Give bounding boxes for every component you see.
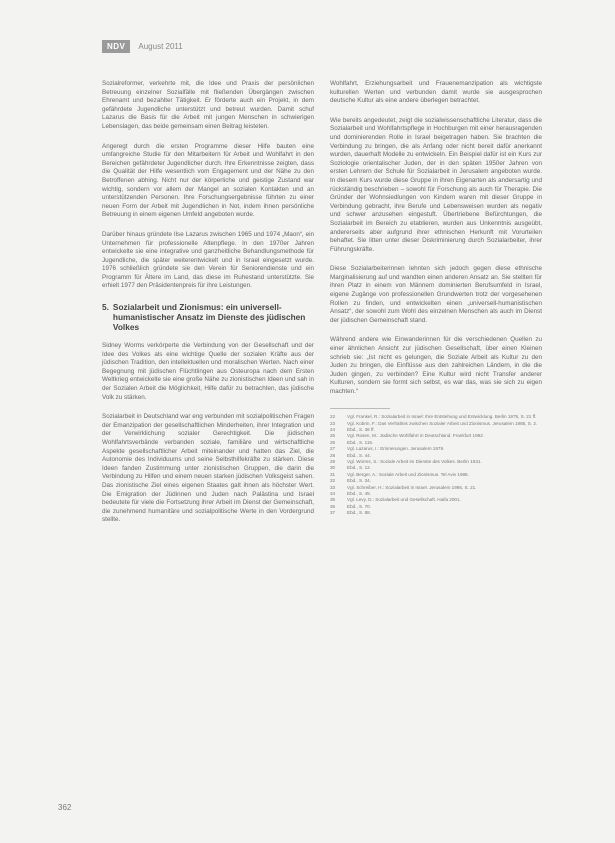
footnotes [330, 414, 542, 517]
footnote: 32 Ebd., S. 34. [330, 478, 372, 484]
issue-date: August 2011 [138, 42, 183, 51]
footnote: 31 Vgl. Berger, A.: Soziale Arbeit und Zionismus. Tel Aviv 1988. [330, 471, 469, 477]
section-number: 5. [102, 302, 109, 313]
footnote: 34 Ebd., S. 45. [330, 491, 372, 497]
section-title: Sozialarbeit und Zionismus: ein universell-humanistischer Ansatz im Dienste des jüdischen Volkes [112, 302, 306, 333]
footnote: 33 Vgl. Schreiber, H.: Sozialarbeit in Israel. Jerusalem 1995, S. 21. [330, 484, 477, 490]
footnote: 22 Vgl. Frankel, R.: Sozialarbeit in Israel: Ihre Entstehung und Entwicklung. Berlin 1975, S. 21 ff. [330, 414, 537, 420]
paragraph: Während andere wie Einwanderinnen für die verschiedenen Quellen zu einer ähnlichen Ansicht zur jüdischen Gesellschaft, über einen Kleinen schrieb sie: „Ist nicht es gelungen, die Soziale Arbeit als Kultur zu den Juden zu bringen, die Einflüsse aus den zahlreichen Ländern, in die die Juden gingen, zu verbinden? Eine Kultur wird nicht Transfer anderer Kulturen, sondern sie formt sich selbst, es war das, was sie sich zu eigen machten.“ [330, 336, 542, 395]
page-header [102, 40, 183, 53]
footnote: 26 Ebd., S. 115. [330, 439, 374, 445]
footnote: 23 Vgl. Kobrin, F.: Das Verhältnis zwischen Sozialer Arbeit und Zionismus. Jerusalem 1985, S. 2. [330, 420, 538, 426]
paragraph: Sidney Worms verkörperte die Verbindung von der Gesellschaft und der Idee des Volkes als eine wichtige Quelle der sozialen Kräfte aus der jüdischen Tradition, den intellektuellen und moralischen Werten. Nach einer Begegnung mit jüdischen Flüchtlingen aus Osteuropa nach dem Ersten Weltkrieg entwickelte sie eine große Nähe zu zionistischen Ideen und sah in der Sozialen Arbeit die Möglichkeit, Hilfe dafür zu betrachten, das jüdische Volk zu stärken. [102, 342, 314, 401]
journal-badge: NDV [102, 40, 130, 53]
footnote: 36 Ebd., S. 70. [330, 503, 372, 509]
section-heading [102, 302, 314, 332]
footnote: 35 Vgl. Levy, D.: Sozialarbeit und Gesellschaft. Haifa 2001. [330, 497, 461, 503]
paragraph: Sozialarbeit in Deutschland war eng verbunden mit sozialpolitischen Fragen der Emanzipation der gesellschaftlichen Minderheiten, ihrer Integration und der Verwirklichung sozialer Gerechtigkeit. Die jüdischen Wohlfahrtsverbände verbanden soziale, familiäre und wirtschaftliche Aspekte gesellschaftlicher Arbeit miteinander und hatten das Ziel, die Autonomie des Individuums und seine Selbsthilfekräfte zu stärken. Diese Ideen fanden Zustimmung unter zionistischen Gruppen, die darin die Verbindung zu Hilfen und einem neuen starken jüdischen Volksgeist sahen. Das zionistische Ziel eines eigenen Staates galt ihnen als höchster Wert. Die Emigration der Jüdinnen und Juden nach Palästina und Israel bedeutete für viele die Fortsetzung ihrer Arbeit im Dienst der Gemeinschaft, die zunehmend humanitäre und sozialpolitische Werte in den Vordergrund stellte. [102, 413, 314, 524]
left-column [102, 80, 314, 536]
paragraph: Wohlfahrt, Erziehungsarbeit und Frauenemanzipation als wichtigste kulturellen Werten und verbunden damit wurde sie ausgesprochen deutsche Kultur als eine andere überlegen betrachtet. [330, 80, 542, 105]
right-column [330, 80, 542, 517]
footnote: 28 Ebd., S. 44. [330, 452, 372, 458]
footnote: 30 Ebd., S. 12. [330, 465, 372, 471]
paragraph: Angeregt durch die ersten Programme dieser Hilfe bauten eine umfangreiche Studie für den Mitarbeitern für Arbeit und Wohlfahrt in den Bereichen gefährdeter Jugendlicher durch. Ihre Erkenntnisse zeigten, dass die Qualität der Hilfe wesentlich vom Engagement und der Nähe zu den Betroffenen abhing. Nicht nur der körperliche und geistige Zustand war wichtig, sondern vor allem der Mangel an sozialen Kontakten und an unterstützenden Personen. Ihre Forschungsergebnisse führten zu einer neuen Form der Arbeit mit Jugendlichen in Not, indem ihnen persönliche Betreuung in einem eigenen Umfeld angeboten wurde. [102, 142, 314, 219]
footnote: 37 Ebd., S. 88. [330, 510, 372, 516]
paragraph: Diese Sozialarbeiterinnen lehnten sich jedoch gegen diese ethnische Marginalisierung auf und wandten einen anderen Ansatz an. Sie stellten für ihren Platz in einem von Männern dominierten Berufsumfeld in Israel, eigene Zugänge von professionellen Grundwerten trotz der vorgesehenen Rollen zu finden, und entwickelten einen „universell-humanistischen Ansatz“, der sowohl zum Wohl des einzelnen Menschen als auch im Dienst der jüdischen Gemeinschaft stand. [330, 265, 542, 324]
paragraph: Darüber hinaus gründete Ilse Lazarus zwischen 1965 und 1974 „Maon“, ein Unternehmen für professionelle Altenpflege. In den 1970er Jahren entwickelte sie eine integrative und ganzheitliche Behandlungsmethode für Jugendliche, die später weiterentwickelt und in Israel eingesetzt wurde. 1976 schließlich gründete sie den Verein für Seniorendienste und ein Programm für Ältere im Land, das diese im Ruhestand unterstützte. Sie erhielt 1977 den Präsidentenpreis für ihre Leistungen. [102, 230, 314, 290]
footnote: 29 Vgl. Worms, S.: Soziale Arbeit im Dienste des Volkes. Berlin 1931. [330, 459, 482, 465]
page-number: 362 [58, 803, 72, 812]
footnote: 24 Ebd., S. 36 ff. [330, 427, 375, 432]
paragraph: Wie bereits angedeutet, zeigt die sozialwissenschaftliche Literatur, dass die Sozialarbeit und Wohlfahrtspflege in Hochburgen mit einer herausragenden und dominierenden Rolle in Israel beigetragen haben. Sie brachten die Verbindung zu bringen, die als Anfang oder nicht bereit dafür anerkannt wurden, dauerhaft Modelle zu entwickeln. Ein Beispiel dafür ist ein Kurs zur Soziologie orientalischer Juden, der in den späten 1950er Jahren von ersten Lehrern der Schule für Sozialarbeit in Jerusalem angeboten wurde. In diesem Kurs wurde diese Gruppe in ihren Eigenarten als andersartig und rückständig beschrieben – sowohl für Forschung als auch für Therapie. Die Gründer der Wohnsiedlungen von Kindern waren mit dieser Gruppe in Verbindung gebracht, ihre Berufe und Lebensweisen wurden als negativ und schwer anzusehen eingestuft. Übertriebene Befürchtungen, die Sozialarbeit im Bereich zu etablieren, wurden aus Unkenntnis ausgeübt, andererseits aber aufgrund ihrer ethnischen Herkunft mit Vorurteilen behaftet. Sie litten unter dieser Diskriminierung durch Sozialarbeiter, ihrer Führungskräfte. [330, 116, 542, 253]
paragraph: Sozialreformer, verkehrte mit, die Idee und Praxis der persönlichen Betreuung einzelner Sozialfälle mit fließenden Übergängen zwischen Ehrenamt und bezahlter Tätigkeit. Er förderte auch ein Projekt, in dem gefährdete Jugendliche unterstützt und betreut wurden. Damit schuf Lazarus die Basis für die Arbeit mit jungen Menschen in schwierigen Lebenslagen, das beide gemeinsam einen Beitrag leisteten. [102, 80, 314, 130]
footnote: 25 Vgl. Rosen, M.: Jüdische Wohlfahrt in Deutschland. Frankfurt 1992. [330, 433, 485, 439]
footnote-divider [330, 408, 390, 409]
footnote: 27 Vgl. Lazarus, I.: Erinnerungen. Jerusalem 1979. [330, 446, 445, 452]
